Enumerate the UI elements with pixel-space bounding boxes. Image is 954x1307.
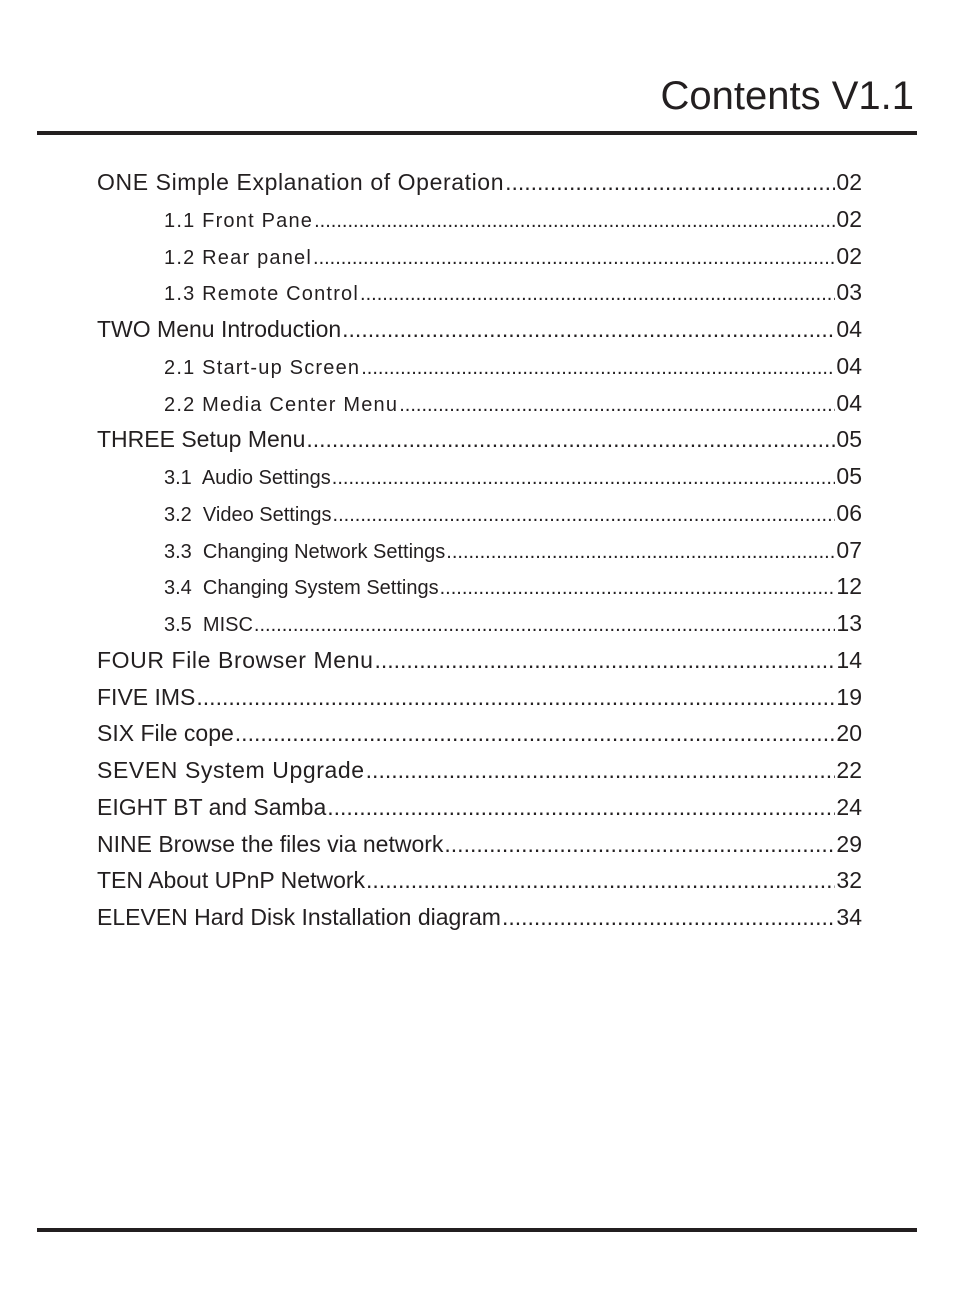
toc-entry-page: 06	[836, 499, 862, 526]
toc-entry-page: 05	[836, 463, 862, 489]
toc-entry[interactable]	[97, 867, 862, 904]
toc-entry-label: FOUR File Browser Menu	[97, 646, 374, 673]
toc-entry[interactable]	[97, 390, 862, 427]
toc-entry-page: 12	[836, 573, 862, 600]
header-divider	[37, 131, 917, 135]
toc-entry[interactable]	[97, 426, 862, 463]
toc-entry-label: TWO Menu Introduction	[97, 316, 342, 342]
dot-leader	[254, 614, 835, 637]
toc-entry-page: 03	[836, 279, 862, 306]
dot-leader	[446, 541, 835, 564]
toc-entry-label: 1.2 Rear panel	[164, 246, 313, 269]
dot-leader	[505, 169, 835, 196]
toc-entry-page: 19	[836, 683, 862, 710]
toc-entry-label: 2.2 Media Center Menu	[164, 393, 399, 416]
toc-entry-label: THREE Setup Menu	[97, 426, 306, 453]
toc-entry-label: 1.3 Remote Control	[164, 283, 360, 306]
toc-entry-label: 2.1 Start-up Screen	[164, 356, 361, 379]
dot-leader	[399, 394, 835, 417]
toc-entry[interactable]	[97, 353, 862, 390]
toc-entry-label: 3.1 Audio Settings	[164, 467, 331, 489]
toc-entry-page: 22	[836, 757, 862, 783]
toc-entry[interactable]	[97, 684, 862, 721]
toc-entry-label: 3.2 Video Settings	[164, 503, 332, 526]
toc-entry-page: 07	[836, 536, 862, 563]
toc-entry-page: 29	[836, 830, 862, 857]
toc-entry-label: SEVEN System Upgrade	[97, 757, 365, 783]
toc-entry-page: 32	[836, 867, 862, 894]
dot-leader	[366, 757, 836, 784]
toc-entry[interactable]	[97, 500, 862, 537]
toc-entry[interactable]	[97, 316, 862, 353]
toc-entry-page: 20	[836, 720, 862, 747]
toc-entry[interactable]	[97, 610, 862, 647]
toc-entry-page: 02	[836, 242, 862, 269]
toc-entry-label: NINE Browse the files via network	[97, 830, 444, 857]
toc-entry-page: 14	[836, 646, 862, 673]
toc-entry[interactable]	[97, 904, 862, 941]
dot-leader	[327, 794, 835, 821]
toc-entry-page: 34	[836, 904, 862, 930]
toc-entry-label: FIVE IMS	[97, 683, 196, 710]
toc-entry[interactable]	[97, 573, 862, 610]
toc-entry[interactable]	[97, 720, 862, 757]
dot-leader	[333, 504, 836, 527]
dot-leader	[360, 283, 835, 306]
toc-entry-page: 04	[836, 352, 862, 379]
toc-entry[interactable]	[97, 279, 862, 316]
dot-leader	[306, 426, 835, 453]
toc-entry[interactable]	[97, 206, 862, 243]
toc-entry-page: 04	[836, 389, 862, 416]
toc-entry-label: ELEVEN Hard Disk Installation diagram	[97, 904, 501, 930]
toc-entry-label: 3.4 Changing System Settings	[164, 577, 439, 600]
toc-entry-label: ONE Simple Explanation of Operation	[97, 169, 505, 195]
dot-leader	[440, 577, 836, 600]
toc-entry-label: 3.5 MISC	[164, 614, 253, 636]
dot-leader	[313, 247, 835, 270]
toc-entry-label: 3.3 Changing Network Settings	[164, 540, 446, 563]
toc-entry-label: SIX File cope	[97, 720, 234, 747]
page-title: Contents V1.1	[660, 74, 914, 118]
toc-entry-label: EIGHT BT and Samba	[97, 793, 327, 820]
dot-leader	[502, 904, 835, 931]
dot-leader	[361, 357, 835, 380]
dot-leader	[342, 316, 835, 343]
toc-entry-page: 24	[836, 793, 862, 820]
dot-leader	[314, 210, 835, 233]
toc-entry-page: 05	[836, 426, 862, 453]
toc-entry-page: 02	[836, 169, 862, 195]
dot-leader	[332, 467, 836, 490]
footer-divider	[37, 1228, 917, 1232]
dot-leader	[235, 720, 836, 747]
dot-leader	[444, 831, 835, 858]
toc-entry[interactable]	[97, 757, 862, 794]
toc-entry-label: TEN About UPnP Network	[97, 867, 366, 894]
toc-entry-page: 02	[836, 205, 862, 232]
dot-leader	[366, 867, 835, 894]
toc-entry[interactable]	[97, 243, 862, 280]
table-of-contents	[97, 169, 862, 941]
toc-entry[interactable]	[97, 537, 862, 574]
toc-entry[interactable]	[97, 169, 862, 206]
toc-entry[interactable]	[97, 794, 862, 831]
toc-entry[interactable]	[97, 831, 862, 868]
toc-entry[interactable]	[97, 463, 862, 500]
dot-leader	[374, 647, 835, 674]
toc-entry-page: 13	[836, 610, 862, 636]
toc-entry-label: 1.1 Front Pane	[164, 209, 314, 232]
toc-entry-page: 04	[836, 316, 862, 342]
dot-leader	[196, 684, 835, 711]
toc-entry[interactable]	[97, 647, 862, 684]
